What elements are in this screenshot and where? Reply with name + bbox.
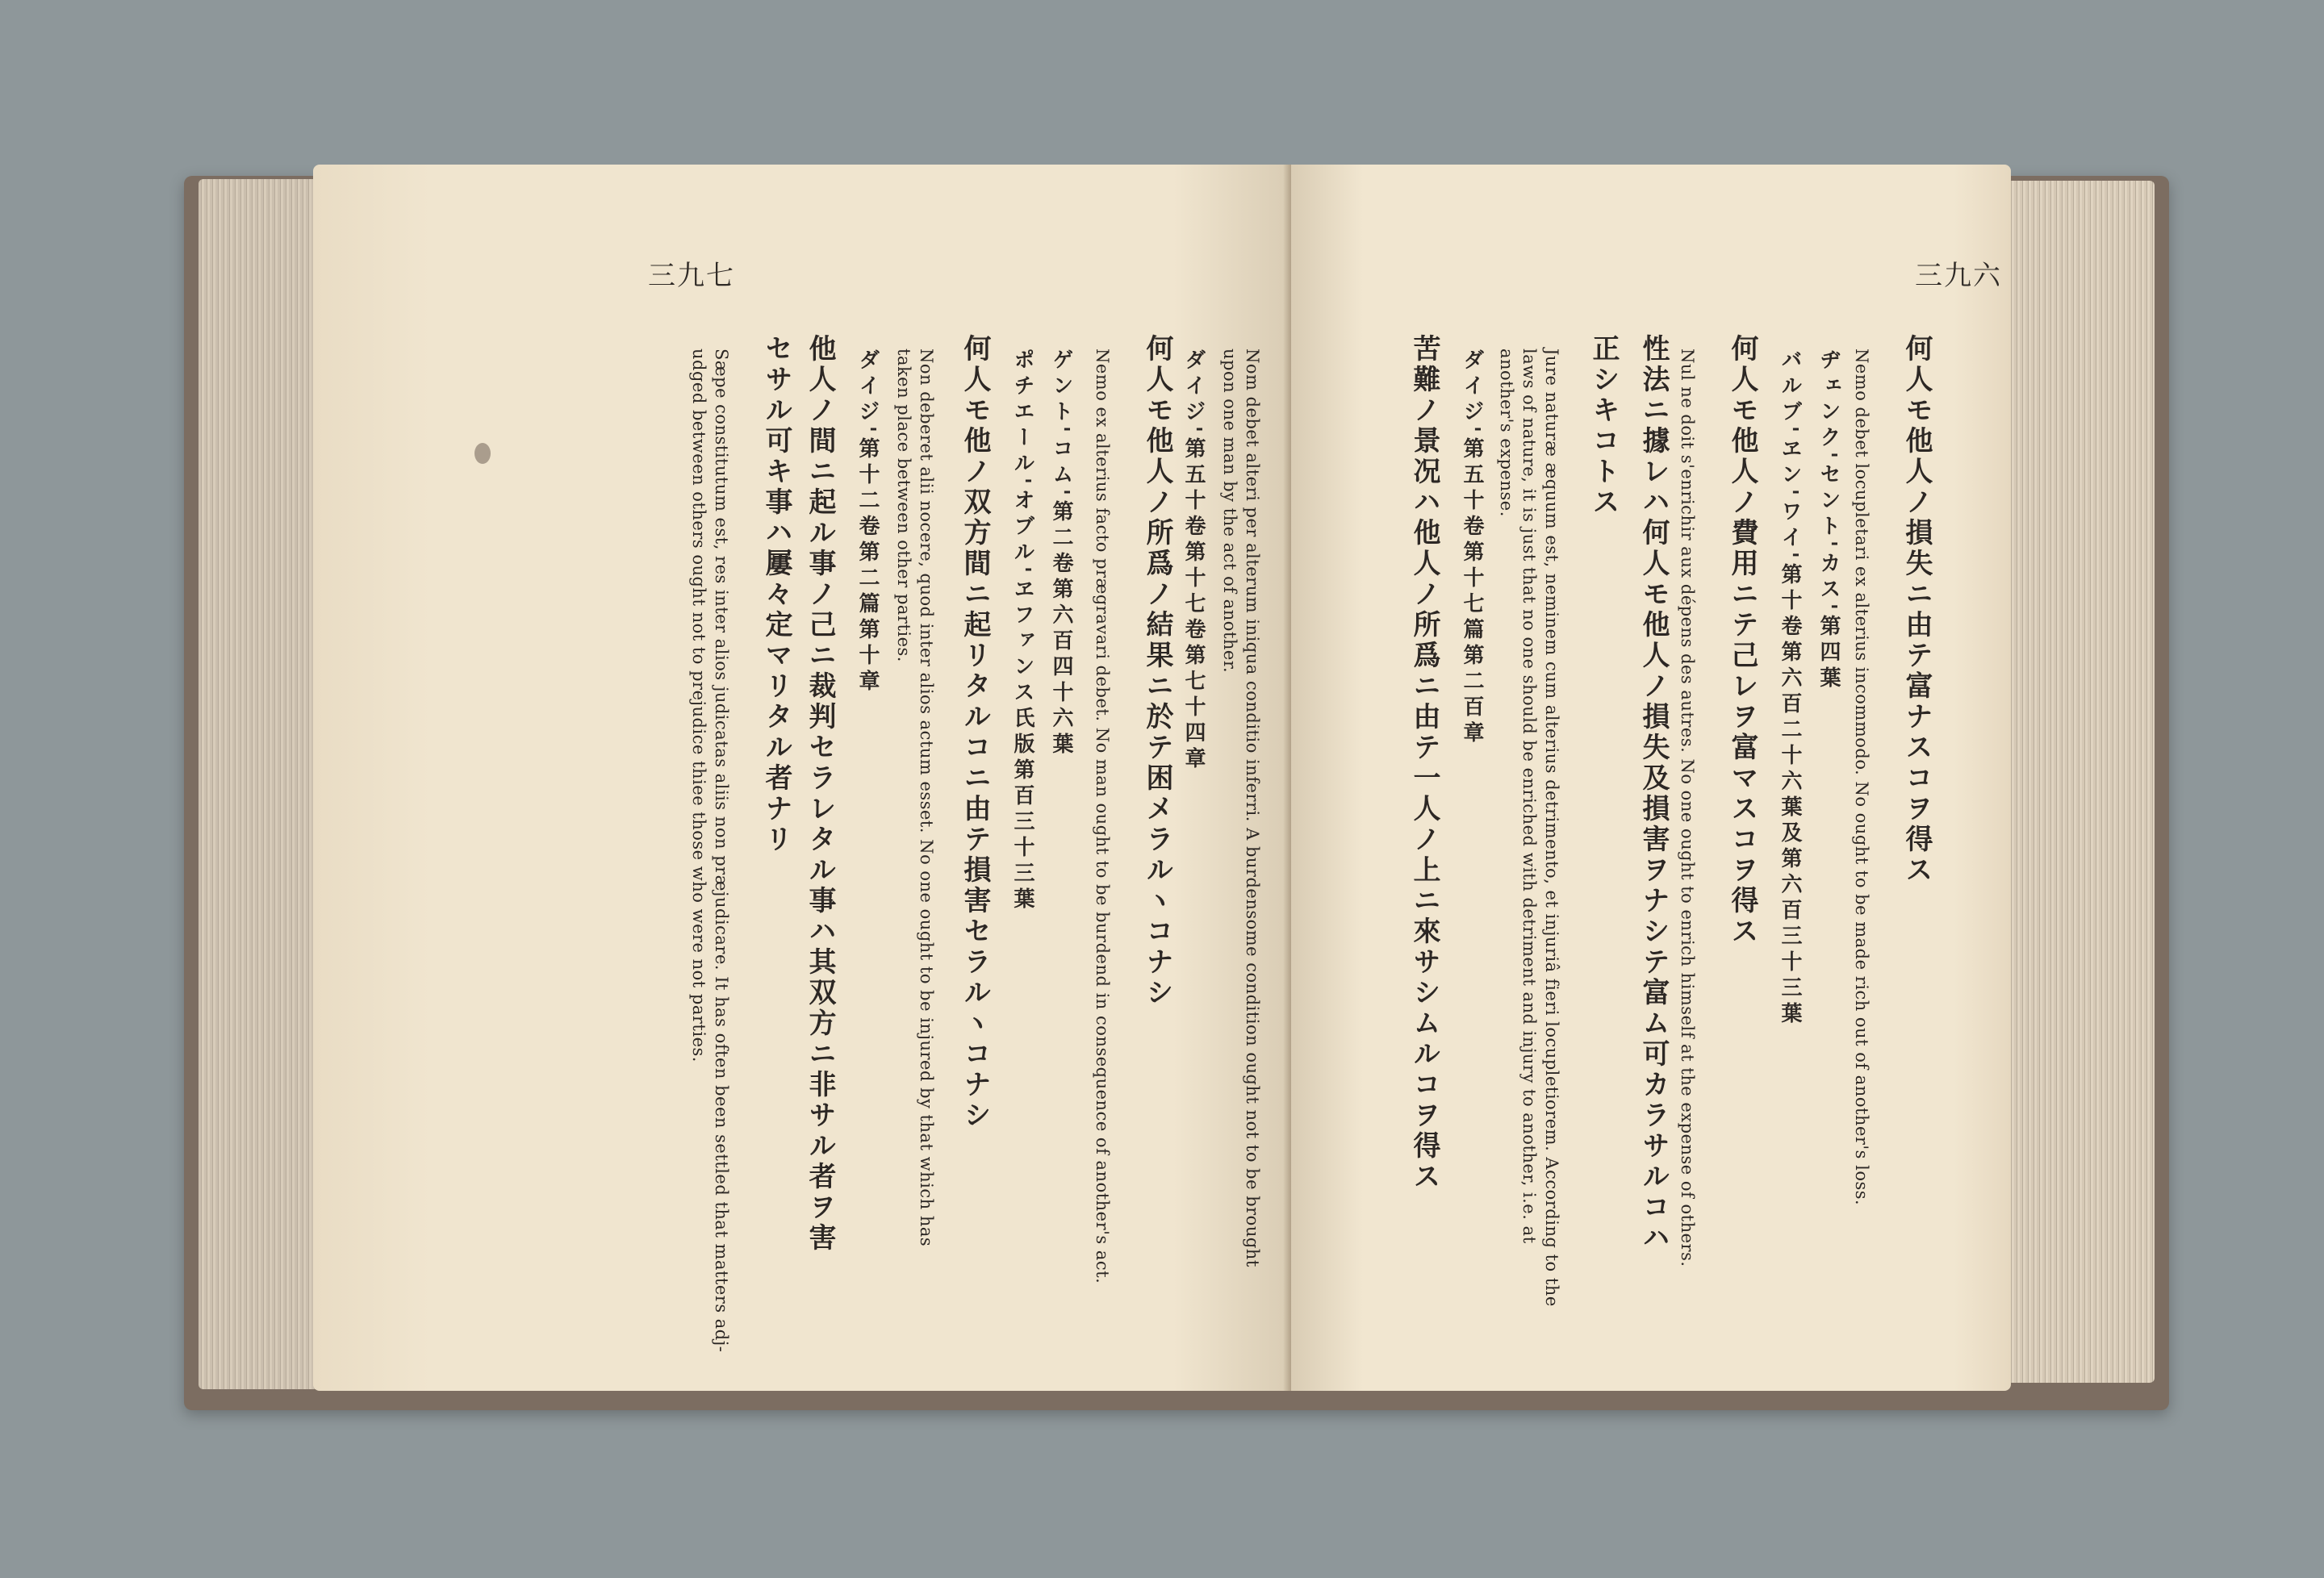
left-page-column: Sæpe constitutum est, res inter alios judicatas aliis non præjudicare. It has often been settled that matters adj- [712, 349, 731, 1353]
right-page-column: Nemo debet locupletari ex alterius incommodo. No ought to be made rich out of another's loss. [1852, 349, 1871, 1206]
right-page-column: another's expense. [1497, 349, 1516, 517]
open-book [184, 158, 2169, 1425]
right-page-column: 正シキコトス [1587, 334, 1620, 518]
right-page-column: 何人モ他人ノ費用ニテ己レヲ富マスコヲ得ス [1726, 334, 1758, 947]
left-page [313, 165, 1291, 1391]
left-page-column: 何人モ他人ノ所爲ノ結果ニ於テ困メラルヽコナシ [1141, 334, 1173, 1008]
right-page [1291, 165, 2011, 1391]
page-edges-left [199, 179, 320, 1389]
right-page-column: ダイジ'第五十卷第十七篇第二百章 [1460, 349, 1484, 747]
right-page-column: Nul ne doit s'enrichir aux dépens des autres. No one ought to enrich himself at the expense of others. [1678, 349, 1697, 1267]
right-page-column: 性法ニ據レハ何人モ他人ノ損失及損害ヲナシテ富ム可カラサルコハ [1637, 334, 1670, 1254]
left-page-column: Nom debet alteri per alterum iniqua conditio inferri. A burdensome condition ought not to be brought [1243, 349, 1262, 1267]
left-page-column: ポチエール'オブル'ヱファンス氏版第百三十三葉 [1010, 349, 1035, 913]
right-page-column: Jure naturæ æquum est, neminem cum alterius detrimento, et injuriâ fieri locupletiorem. According to the [1542, 349, 1561, 1307]
left-page-column: 何人モ他ノ双方間ニ起リタルコニ由テ損害セラルヽコナシ [959, 334, 991, 1131]
right-page-column: 何人モ他人ノ損失ニ由テ富ナスコヲ得ス [1900, 334, 1933, 886]
left-page-column: ダイジ'第十二卷第二篇第十章 [855, 349, 880, 695]
left-page-column: セサル可キ事ハ屢々定マリタル者ナリ [760, 334, 792, 855]
left-page-column: Non deberet alii nocere, quod inter alios actum esset. No one ought to be injured by that which has [917, 349, 936, 1247]
right-page-column: バルブ'ヱン'ワイ'第十卷第六百二十六葉及第六百三十三葉 [1778, 349, 1802, 1028]
left-page-column: Nemo ex alterius facto prægravari debet. No man ought to be burdend in consequence of another's act. [1093, 349, 1112, 1284]
left-page-column: 他人ノ間ニ起ル事ノ己ニ裁判セラレタル事ハ其双方ニ非サル者ヲ害 [804, 334, 836, 1254]
right-page-number: 三九六 [1915, 260, 2002, 292]
right-page-column: 苦難ノ景况ハ他人ノ所爲ニ由テ一人ノ上ニ來サシムルコヲ得ス [1408, 334, 1440, 1192]
left-page-column: taken place between other parties. [894, 349, 913, 662]
left-page-number: 三九七 [648, 260, 735, 292]
right-page-column: ヂェンク'セント'カス'第四葉 [1816, 349, 1841, 692]
left-page-column: udged between others ought not to prejudice thiee those who were not parties. [689, 349, 708, 1062]
left-page-column: ゲント'コム'第二卷第六百四十六葉 [1049, 349, 1073, 758]
left-page-column: upon one man by the act of another. [1220, 349, 1239, 674]
ink-spot [474, 443, 491, 464]
right-page-column: laws of nature, it is just that no one should be enriched with detriment and injury to another, i.e. at [1519, 349, 1539, 1244]
left-page-column: ダイジ'第五十卷第十七卷第七十四章 [1181, 349, 1206, 773]
